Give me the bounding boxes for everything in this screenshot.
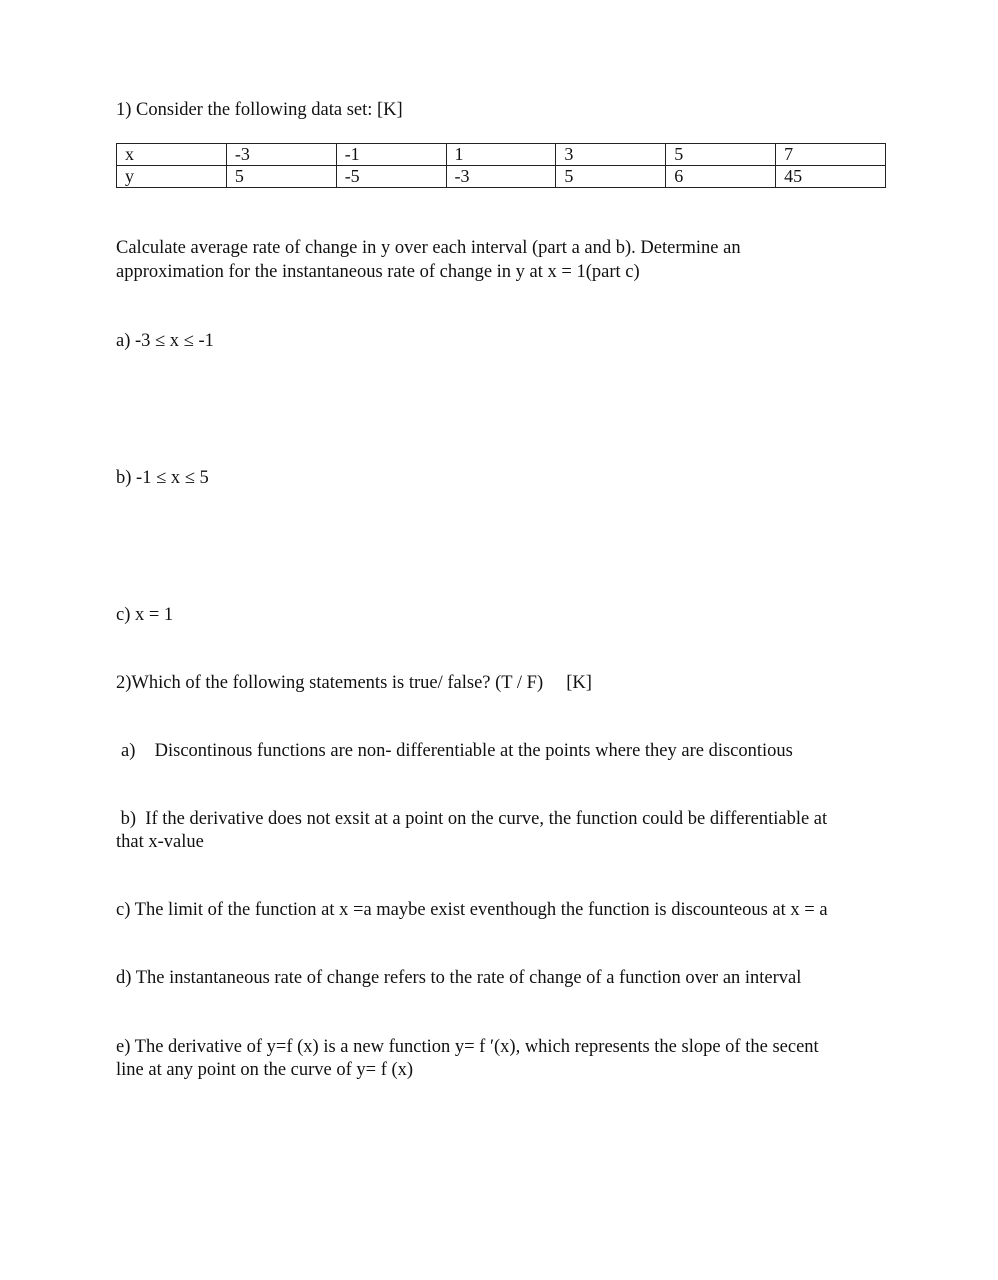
table-cell: -1 [336, 144, 446, 166]
statement-d: d) The instantaneous rate of change refers to the rate of change of a function over an interval [116, 968, 802, 988]
statement-c: c) The limit of the function at x =a maybe exist eventhough the function is discounteous at x = a [116, 900, 828, 920]
table-cell: -3 [226, 144, 336, 166]
table-row-x [117, 144, 886, 166]
statement-a [121, 739, 793, 763]
question-2-heading: 2)Which of the following statements is true/ false? (T / F) [K] [116, 673, 592, 693]
row-label-y: y [117, 166, 227, 188]
question-1-heading: 1) Consider the following data set: [K] [116, 100, 403, 120]
question-1-part-c: c) x = 1 [116, 605, 174, 625]
statement-b-line-2: that x-value [116, 832, 204, 852]
question-1-instructions-line-1: Calculate average rate of change in y over each interval (part a and b). Determine an [116, 238, 741, 258]
row-label-x: x [117, 144, 227, 166]
table-row-y [117, 166, 886, 188]
table-cell: -3 [446, 166, 556, 188]
table-cell: 5 [226, 166, 336, 188]
table-cell: 5 [666, 144, 776, 166]
statement-e-line-2: line at any point on the curve of y= f (x) [116, 1060, 414, 1080]
table-cell: 45 [776, 166, 886, 188]
statement-e-line-1: e) The derivative of y=f (x) is a new function y= f ′(x), which represents the slope of the secent [116, 1037, 819, 1057]
statement-a-label: a) [121, 741, 136, 761]
statement-b-line-1: b) If the derivative does not exsit at a point on the curve, the function could be differentiable at [116, 809, 828, 829]
statement-a-text: Discontinous functions are non- differentiable at the points where they are discontious [154, 741, 793, 761]
data-table [116, 143, 886, 188]
table-cell: 6 [666, 166, 776, 188]
question-1-part-b: b) -1 ≤ x ≤ 5 [116, 468, 209, 488]
table-cell: 3 [556, 144, 666, 166]
table-cell: 7 [776, 144, 886, 166]
table-cell: 1 [446, 144, 556, 166]
table-cell: -5 [336, 166, 446, 188]
question-1-instructions-line-2: approximation for the instantaneous rate of change in y at x = 1(part c) [116, 262, 640, 282]
question-1-part-a: a) -3 ≤ x ≤ -1 [116, 331, 214, 351]
table-cell: 5 [556, 166, 666, 188]
